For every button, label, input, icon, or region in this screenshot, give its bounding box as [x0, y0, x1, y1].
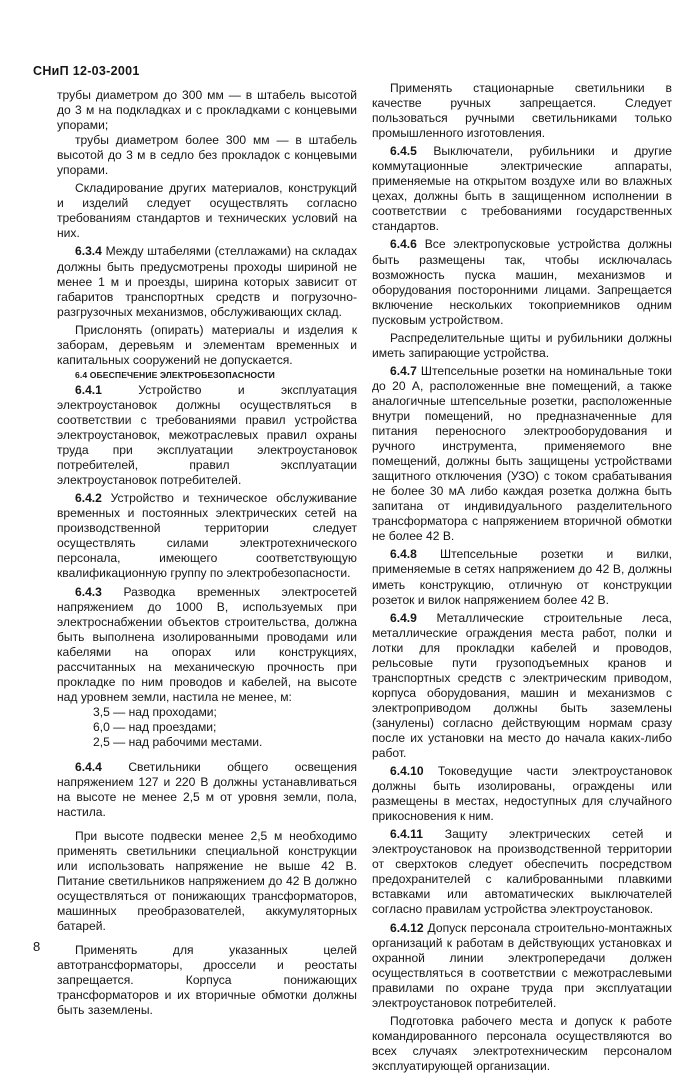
clause-number: 6.4.5	[390, 144, 417, 159]
clause-text: Выключатели, рубильники и другие коммутационные электрические аппараты, применяемые на открытом воздухе или во влажных цехах, должны быть в защищенном исполнении в соответствии с требованиями государственных стандартов.	[372, 144, 672, 234]
clause-number: 6.4.7	[390, 363, 417, 378]
clause-number: 6.4.9	[390, 610, 417, 625]
clause-6-4-1	[57, 383, 357, 488]
clause-text: Светильники общего освещения напряжением 127 и 220 В должны устанавливаться на высоте не менее 2,5 м от уровня земли, пола, настила.	[57, 760, 357, 820]
clause-number: 6.4.3	[75, 584, 102, 599]
clause-number: 6.4.12	[390, 920, 424, 935]
clause-6-4-3	[57, 585, 357, 705]
clause-6-4-12	[372, 921, 672, 1011]
clause-text: Разводка временных электросетей напряжением до 1000 В, используемых при электроснабжении объектов строительства, должна быть выполнена изолированными проводами или кабелями на опорах или конструкциях, рассчитанных на механическую прочность при прокладке по ним проводов и кабелей, на высоте над уровнем земли, настила не менее, м:	[57, 584, 357, 704]
list-item: 2,5 — над рабочими местами.	[93, 734, 263, 749]
clause-number: 6.3.4	[75, 244, 102, 259]
clause-number: 6.4.6	[390, 237, 417, 252]
clause-number: 6.4.10	[390, 764, 424, 779]
clause-6-4-6	[372, 237, 672, 327]
clause-text: Штепсельные розетки и вилки, применяемые в сетях напряжением до 42 В, должны иметь конструкцию, отличную от конструкции розеток и вилок напряжением более 42 В.	[372, 547, 672, 607]
clause-6-3-4	[57, 244, 357, 319]
clause-text: Все электропусковые устройства должны быть размещены так, чтобы исключалась возможность пуска машин, механизмов и оборудования посторонними лицами. Запрещается включение нескольких токоприемников одним пусковым устройством.	[372, 237, 672, 327]
paragraph: Распределительные щиты и рубильники должны иметь запирающие устройства.	[372, 330, 672, 360]
clause-number: 6.4.4	[75, 760, 102, 775]
clause-6-4-9	[372, 611, 672, 761]
clause-6-4-11	[372, 827, 672, 917]
clause-6-4-2	[57, 491, 357, 581]
clause-text: Устройство и техническое обслуживание временных и постоянных электрических сетей на производственной территории следует осуществлять силами электротехнического персонала, имеющего соответствующую квалификационную группу по электробезопасности.	[57, 491, 357, 581]
clause-number: 6.4.2	[75, 491, 102, 506]
clause-number: 6.4.11	[390, 827, 423, 842]
paragraph: Применять стационарные светильники в качестве ручных запрещается. Следует пользоваться ручными светильниками только промышленного изготовления.	[372, 81, 672, 141]
section-title: 6.4 ОБЕСПЕЧЕНИЕ ЭЛЕКТРОБЕЗОПАСНОСТИ	[75, 369, 275, 380]
paragraph: Применять для указанных целей автотрансформаторы, дроссели и реостаты запрещается. Корпуса понижающих трансформаторов и их вторичные обмотки должны быть заземлены.	[57, 942, 357, 1017]
document-code: СНиП 12-03-2001	[33, 64, 140, 78]
paragraph: Подготовка рабочего места и допуск к работе командированного персонала осуществляются во всех случаях электротехническим персоналом эксплуатирующей организации.	[372, 1013, 672, 1073]
paragraph: трубы диаметром более 300 мм — в штабель высотой до 3 м в седло без прокладок с концевыми упорами.	[57, 133, 357, 178]
clause-text: Между штабелями (стеллажами) на складах должны быть предусмотрены проходы шириной не менее 1 м и проезды, ширина которых зависит от габаритов транспортных средств и погрузочно-разгрузочных механизмов, обслуживающих склад.	[57, 244, 357, 319]
paragraph: Прислонять (опирать) материалы и изделия к заборам, деревьям и элементам временных и капитальных сооружений не допускается.	[57, 322, 357, 367]
paragraph: трубы диаметром до 300 мм — в штабель высотой до 3 м на подкладках и с прокладками с концевыми упорами;	[57, 88, 357, 133]
paragraph: Складирование других материалов, конструкций и изделий следует осуществлять согласно требованиям стандартов и технических условий на них.	[57, 181, 357, 241]
clause-text: Защиту электрических сетей и электроустановок на производственной территории от сверхтоков следует обеспечить посредством предохранителей с калиброванными плавкими вставками или автоматических выключателей согласно правилам устройства электроустановок.	[372, 827, 672, 917]
clause-text: Устройство и эксплуатация электроустановок должны осуществляться в соответствии с требованиями правил устройства электроустановок, межотраслевых правил охраны труда при эксплуатации электроустановок потребителей, правил эксплуатации электроустановок потребителей.	[57, 382, 357, 488]
page-number: 8	[33, 939, 41, 954]
left-column	[57, 88, 357, 1018]
clause-6-4-8	[372, 547, 672, 607]
list-item: 3,5 — над проходами;	[93, 704, 217, 719]
clause-text: Допуск персонала строительно-монтажных организаций к работам в действующих установках и охранной линии электропередачи должен осуществляться в соответствии с межотраслевыми правилами по охране труда при эксплуатации электроустановок потребителей.	[372, 920, 672, 1010]
list-item: 6,0 — над проездами;	[93, 719, 217, 734]
clause-6-4-5	[372, 144, 672, 234]
clause-6-4-4	[57, 760, 357, 820]
clause-text: Штепсельные розетки на номинальные токи до 20 А, расположенные вне помещений, а также аналогичные штепсельные розетки, расположенные внутри помещений, но предназначенные для питания переносного электрооборудования и ручного инструмента, применяемого вне помещений, должны быть защищены устройствами защитного отключения (УЗО) с током срабатывания не более 30 мА либо каждая розетка должна быть запитана от индивидуального разделительного трансформатора с напряжением вторичной обмотки не более 42 В.	[372, 363, 672, 544]
clause-number: 6.4.1	[75, 382, 102, 397]
paragraph: При высоте подвески менее 2,5 м необходимо применять светильники специальной конструкции или использовать напряжение не выше 42 В. Питание светильников напряжением до 42 В должно осуществляться от понижающих трансформаторов, машинных преобразователей, аккумуляторных батарей.	[57, 829, 357, 934]
clause-text: Металлические строительные леса, металлические ограждения места работ, полки и лотки для прокладки кабелей и проводов, рельсовые пути грузоподъемных кранов и транспортных средств с электрическим приводом, корпуса оборудования, машин и механизмов с электроприводом должны быть заземлены (занулены) согласно действующим нормам сразу после их установки на место до начала каких-либо работ.	[372, 610, 672, 761]
clause-number: 6.4.8	[390, 547, 417, 562]
clause-text: Токоведущие части электроустановок должны быть изолированы, ограждены или размещены в местах, недоступных для случайного прикосновения к ним.	[372, 764, 672, 824]
clause-6-4-10	[372, 764, 672, 824]
clause-6-4-7	[372, 364, 672, 545]
right-column	[372, 81, 672, 1074]
